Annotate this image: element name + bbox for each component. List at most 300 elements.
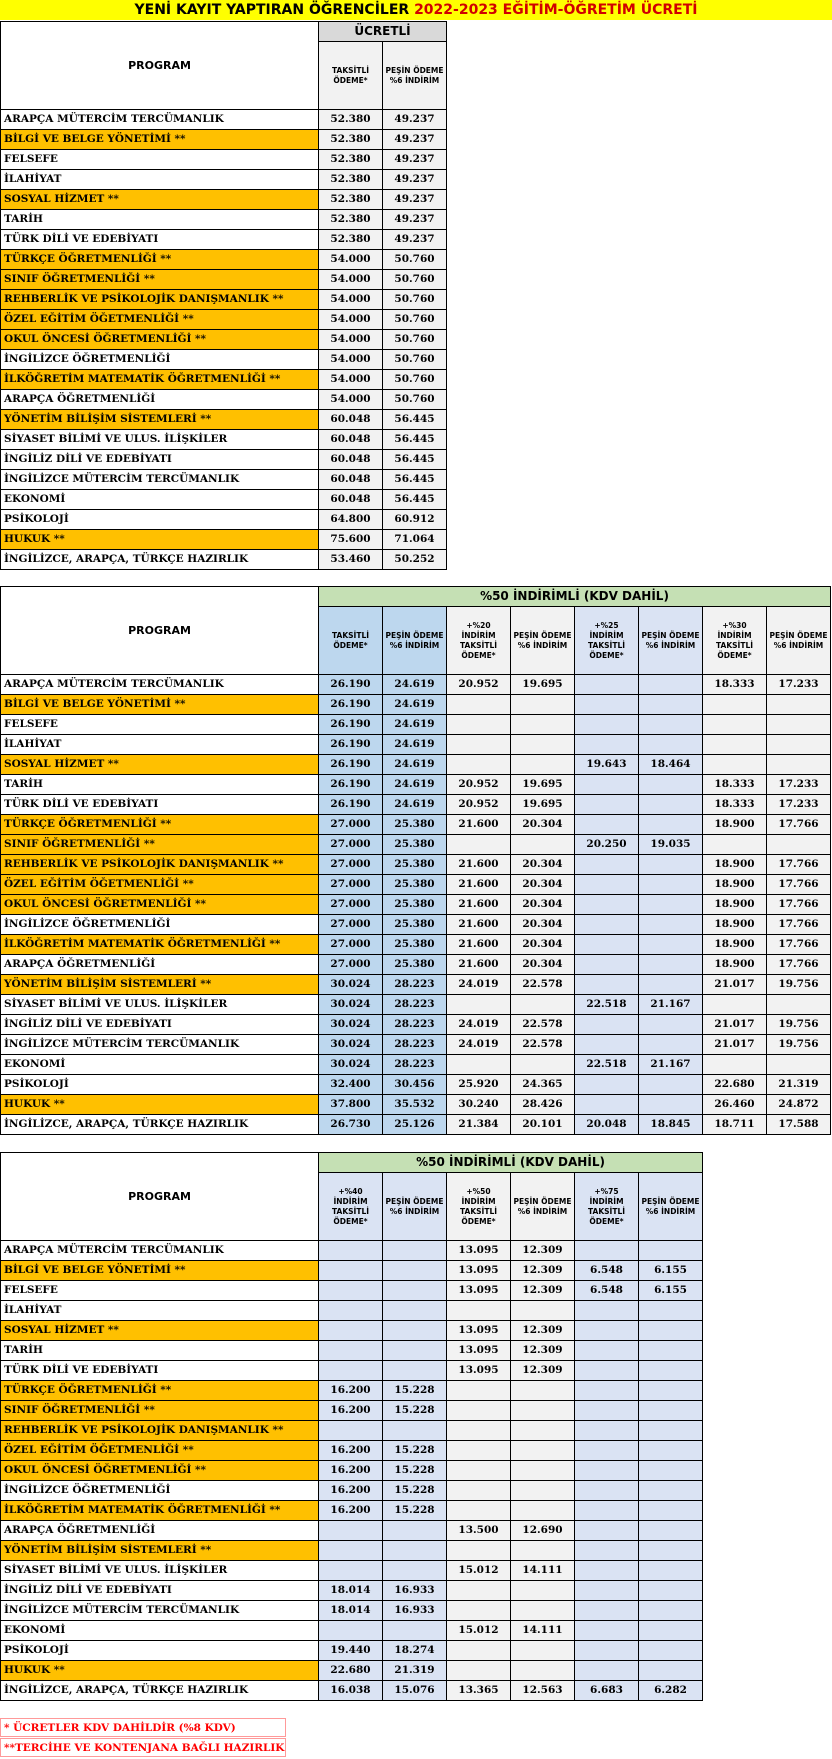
fee-cell [511, 735, 575, 755]
fee-cell [575, 1541, 639, 1561]
fee-cell: 50.760 [383, 350, 447, 370]
fee-cell: 54.000 [319, 310, 383, 330]
fee-cell [767, 695, 831, 715]
fee-cell [639, 1421, 703, 1441]
fee-cell: 24.365 [511, 1075, 575, 1095]
fee-cell: 18.900 [703, 955, 767, 975]
fee-cell [575, 1421, 639, 1441]
table-row [1, 1661, 703, 1681]
fee-cell [639, 875, 703, 895]
fee-cell [703, 1055, 767, 1075]
fee-cell: 28.223 [383, 995, 447, 1015]
fee-cell [639, 1481, 703, 1501]
fee-cell [639, 1401, 703, 1421]
fee-cell [639, 1461, 703, 1481]
fee-cell [575, 1521, 639, 1541]
fee-cell: 20.304 [511, 895, 575, 915]
indirimli-table-1 [0, 586, 831, 1135]
fee-cell: 20.304 [511, 955, 575, 975]
fee-cell: 24.619 [383, 675, 447, 695]
fee-cell [319, 1361, 383, 1381]
fee-cell [639, 1501, 703, 1521]
fee-cell: 15.076 [383, 1681, 447, 1701]
fee-cell [447, 1601, 511, 1621]
fee-cell [511, 1581, 575, 1601]
fee-cell: 17.588 [767, 1115, 831, 1135]
fee-cell [319, 1561, 383, 1581]
column-header: PEŞİN ÖDEME %6 İNDİRİM [383, 607, 447, 675]
program-name: ARAPÇA ÖĞRETMENLİĞİ [1, 1521, 319, 1541]
fee-cell: 21.600 [447, 915, 511, 935]
program-name: SOSYAL HİZMET ** [1, 1321, 319, 1341]
fee-cell [575, 1561, 639, 1581]
fee-cell: 22.680 [319, 1661, 383, 1681]
fee-cell: 19.695 [511, 775, 575, 795]
fee-cell: 54.000 [319, 270, 383, 290]
fee-cell [639, 1661, 703, 1681]
table-row [1, 1401, 703, 1421]
fee-cell: 24.619 [383, 775, 447, 795]
fee-cell [575, 695, 639, 715]
fee-cell [447, 735, 511, 755]
table-row [1, 510, 447, 530]
fee-cell: 18.900 [703, 935, 767, 955]
table-row [1, 1541, 703, 1561]
fee-cell [511, 755, 575, 775]
program-name: SİYASET BİLİMİ VE ULUS. İLİŞKİLER [1, 995, 319, 1015]
fee-cell: 26.190 [319, 735, 383, 755]
group-header: ÜCRETLİ [319, 22, 447, 42]
fee-cell [575, 1481, 639, 1501]
program-name: İNGİLİZCE MÜTERCİM TERCÜMANLIK [1, 1601, 319, 1621]
fee-cell [575, 1401, 639, 1421]
fee-cell [447, 755, 511, 775]
fee-cell [383, 1421, 447, 1441]
fee-cell: 28.223 [383, 1035, 447, 1055]
fee-cell: 20.048 [575, 1115, 639, 1135]
group-header: %50 İNDİRİMLİ (KDV DAHİL) [319, 587, 831, 607]
fee-cell: 13.095 [447, 1321, 511, 1341]
fee-cell [383, 1281, 447, 1301]
program-name: ARAPÇA ÖĞRETMENLİĞİ [1, 390, 319, 410]
fee-cell: 17.233 [767, 775, 831, 795]
fee-cell: 24.019 [447, 1015, 511, 1035]
fee-cell [447, 1441, 511, 1461]
table-row [1, 1521, 703, 1541]
table-row [1, 390, 447, 410]
fee-cell [639, 895, 703, 915]
fee-cell: 26.190 [319, 675, 383, 695]
fee-cell: 15.228 [383, 1401, 447, 1421]
fee-cell [319, 1261, 383, 1281]
fee-cell: 24.619 [383, 755, 447, 775]
fee-cell [383, 1261, 447, 1281]
fee-cell: 30.456 [383, 1075, 447, 1095]
program-name: FELSEFE [1, 1281, 319, 1301]
fee-cell: 6.683 [575, 1681, 639, 1701]
fee-cell: 18.274 [383, 1641, 447, 1661]
fee-cell: 27.000 [319, 815, 383, 835]
program-name: TÜRKÇE ÖĞRETMENLİĞİ ** [1, 250, 319, 270]
fee-cell: 18.900 [703, 895, 767, 915]
fee-cell [767, 995, 831, 1015]
fee-cell: 25.126 [383, 1115, 447, 1135]
table-row [1, 470, 447, 490]
fee-cell [575, 1015, 639, 1035]
fee-cell: 60.048 [319, 490, 383, 510]
fee-cell: 24.019 [447, 975, 511, 995]
program-name: İNGİLİZ DİLİ VE EDEBİYATI [1, 1581, 319, 1601]
fee-cell: 15.012 [447, 1561, 511, 1581]
table-row [1, 410, 447, 430]
fee-cell [511, 1481, 575, 1501]
column-header: +%40 İNDİRİM TAKSİTLİ ÖDEME* [319, 1173, 383, 1241]
fee-cell: 12.309 [511, 1281, 575, 1301]
fee-cell: 13.095 [447, 1361, 511, 1381]
fee-cell: 20.952 [447, 675, 511, 695]
fee-cell [575, 1341, 639, 1361]
program-name: ARAPÇA MÜTERCİM TERCÜMANLIK [1, 1241, 319, 1261]
fee-cell [447, 995, 511, 1015]
fee-cell: 75.600 [319, 530, 383, 550]
fee-cell [767, 755, 831, 775]
table-row [1, 1095, 831, 1115]
table-row [1, 1381, 703, 1401]
table-row [1, 1461, 703, 1481]
fee-cell: 26.730 [319, 1115, 383, 1135]
fee-cell [575, 1621, 639, 1641]
fee-cell: 24.619 [383, 735, 447, 755]
fee-cell [575, 955, 639, 975]
note-hazirlik: **TERCİHE VE KONTENJANA BAĞLI HAZIRLIK [0, 1738, 286, 1757]
table-row [1, 775, 831, 795]
fee-cell [447, 1581, 511, 1601]
fee-cell: 16.200 [319, 1461, 383, 1481]
fee-cell [447, 1541, 511, 1561]
program-name: İLAHİYAT [1, 735, 319, 755]
fee-cell: 16.933 [383, 1581, 447, 1601]
fee-cell [575, 1441, 639, 1461]
fee-cell [511, 1461, 575, 1481]
fee-cell: 25.380 [383, 815, 447, 835]
fee-cell [639, 695, 703, 715]
table-row [1, 1421, 703, 1441]
fee-cell: 16.933 [383, 1601, 447, 1621]
program-name: EKONOMİ [1, 1055, 319, 1075]
program-name: İLKÖĞRETİM MATEMATİK ÖĞRETMENLİĞİ ** [1, 1501, 319, 1521]
fee-cell: 49.237 [383, 110, 447, 130]
fee-cell [447, 1461, 511, 1481]
fee-cell: 21.600 [447, 955, 511, 975]
column-header: +%20 İNDİRİM TAKSİTLİ ÖDEME* [447, 607, 511, 675]
table-row [1, 815, 831, 835]
fee-cell [383, 1561, 447, 1581]
program-name: SINIF ÖĞRETMENLİĞİ ** [1, 270, 319, 290]
table-row [1, 835, 831, 855]
fee-cell [447, 1381, 511, 1401]
fee-cell: 15.228 [383, 1501, 447, 1521]
fee-cell [639, 795, 703, 815]
program-name: İNGİLİZCE, ARAPÇA, TÜRKÇE HAZIRLIK [1, 1115, 319, 1135]
fee-cell: 13.365 [447, 1681, 511, 1701]
fee-cell: 71.064 [383, 530, 447, 550]
program-name: İLAHİYAT [1, 1301, 319, 1321]
fee-cell: 14.111 [511, 1561, 575, 1581]
fee-cell: 18.900 [703, 855, 767, 875]
fee-cell: 25.380 [383, 835, 447, 855]
program-name: İLAHİYAT [1, 170, 319, 190]
table-row [1, 715, 831, 735]
fee-cell: 25.380 [383, 895, 447, 915]
program-name: ÖZEL EĞİTİM ÖĞETMENLİĞİ ** [1, 875, 319, 895]
table-row [1, 1015, 831, 1035]
column-header: PEŞİN ÖDEME %6 İNDİRİM [511, 1173, 575, 1241]
fee-cell: 18.900 [703, 875, 767, 895]
fee-cell: 6.282 [639, 1681, 703, 1701]
fee-cell: 25.380 [383, 915, 447, 935]
program-name: TÜRKÇE ÖĞRETMENLİĞİ ** [1, 815, 319, 835]
fee-cell: 26.460 [703, 1095, 767, 1115]
fee-cell: 19.695 [511, 795, 575, 815]
title-prefix: YENİ KAYIT YAPTIRAN ÖĞRENCİLER [134, 2, 415, 18]
fee-cell [639, 915, 703, 935]
program-name: ÖZEL EĞİTİM ÖĞETMENLİĞİ ** [1, 310, 319, 330]
fee-cell: 56.445 [383, 430, 447, 450]
fee-cell [575, 775, 639, 795]
fee-cell: 50.760 [383, 290, 447, 310]
fee-cell [575, 875, 639, 895]
program-name: PSİKOLOJİ [1, 1641, 319, 1661]
fee-cell: 18.333 [703, 795, 767, 815]
fee-cell: 12.309 [511, 1341, 575, 1361]
fee-cell: 21.384 [447, 1115, 511, 1135]
table-row [1, 1361, 703, 1381]
fee-cell [511, 695, 575, 715]
column-header: PEŞİN ÖDEME %6 İNDİRİM [383, 1173, 447, 1241]
fee-cell: 16.200 [319, 1481, 383, 1501]
fee-cell [575, 1601, 639, 1621]
fee-cell [575, 1461, 639, 1481]
fee-cell: 18.845 [639, 1115, 703, 1135]
fee-cell [639, 855, 703, 875]
program-name: YÖNETİM BİLİŞİM SİSTEMLERİ ** [1, 1541, 319, 1561]
table-row [1, 915, 831, 935]
program-name: EKONOMİ [1, 490, 319, 510]
program-name: OKUL ÖNCESİ ÖĞRETMENLİĞİ ** [1, 895, 319, 915]
fee-cell: 28.223 [383, 975, 447, 995]
table-row [1, 190, 447, 210]
fee-cell [767, 1055, 831, 1075]
program-name: İNGİLİZ DİLİ VE EDEBİYATI [1, 1015, 319, 1035]
fee-cell: 25.920 [447, 1075, 511, 1095]
table-row [1, 1601, 703, 1621]
fee-cell: 25.380 [383, 855, 447, 875]
fee-cell: 21.017 [703, 1015, 767, 1035]
fee-cell: 56.445 [383, 470, 447, 490]
program-name: ÖZEL EĞİTİM ÖĞETMENLİĞİ ** [1, 1441, 319, 1461]
fee-cell [575, 815, 639, 835]
fee-cell: 16.200 [319, 1501, 383, 1521]
fee-cell: 6.548 [575, 1281, 639, 1301]
fee-cell: 17.766 [767, 815, 831, 835]
program-name: SINIF ÖĞRETMENLİĞİ ** [1, 835, 319, 855]
fee-cell [319, 1321, 383, 1341]
program-name: TÜRK DİLİ VE EDEBİYATI [1, 1361, 319, 1381]
fee-cell: 30.024 [319, 1015, 383, 1035]
fee-cell [319, 1541, 383, 1561]
program-name: TÜRK DİLİ VE EDEBİYATI [1, 230, 319, 250]
program-name: SİYASET BİLİMİ VE ULUS. İLİŞKİLER [1, 430, 319, 450]
fee-cell [767, 835, 831, 855]
fee-cell: 17.766 [767, 955, 831, 975]
table-row [1, 1481, 703, 1501]
fee-cell: 18.711 [703, 1115, 767, 1135]
fee-cell [575, 1501, 639, 1521]
fee-cell [703, 715, 767, 735]
program-name: İNGİLİZCE MÜTERCİM TERCÜMANLIK [1, 470, 319, 490]
program-name: BİLGİ VE BELGE YÖNETİMİ ** [1, 130, 319, 150]
fee-cell: 18.014 [319, 1601, 383, 1621]
fee-cell: 60.048 [319, 470, 383, 490]
program-header: PROGRAM [1, 587, 319, 675]
program-name: İNGİLİZCE ÖĞRETMENLİĞİ [1, 915, 319, 935]
fee-cell [575, 1035, 639, 1055]
fee-cell: 17.766 [767, 935, 831, 955]
program-name: SOSYAL HİZMET ** [1, 190, 319, 210]
table-row [1, 995, 831, 1015]
fee-cell [639, 1241, 703, 1261]
fee-cell: 21.600 [447, 875, 511, 895]
fee-cell: 22.578 [511, 975, 575, 995]
fee-cell [639, 1441, 703, 1461]
program-name: FELSEFE [1, 150, 319, 170]
fee-cell [575, 1301, 639, 1321]
fee-cell: 18.333 [703, 675, 767, 695]
note-kdv: * ÜCRETLER KDV DAHİLDİR (%8 KDV) [0, 1718, 286, 1737]
fee-cell: 30.240 [447, 1095, 511, 1115]
fee-cell [639, 1621, 703, 1641]
fee-cell: 30.024 [319, 995, 383, 1015]
fee-cell [383, 1621, 447, 1641]
program-name: REHBERLİK VE PSİKOLOJİK DANIŞMANLIK ** [1, 855, 319, 875]
table-row [1, 795, 831, 815]
fee-cell: 20.952 [447, 775, 511, 795]
fee-cell: 26.190 [319, 755, 383, 775]
fee-cell: 13.095 [447, 1281, 511, 1301]
fee-cell [447, 1421, 511, 1441]
fee-cell: 13.095 [447, 1341, 511, 1361]
fee-cell: 13.095 [447, 1241, 511, 1261]
fee-cell [639, 955, 703, 975]
fee-cell: 20.304 [511, 915, 575, 935]
table-row [1, 1075, 831, 1095]
fee-cell: 17.766 [767, 875, 831, 895]
fee-cell: 15.228 [383, 1481, 447, 1501]
fee-cell [639, 1341, 703, 1361]
program-name: TARİH [1, 210, 319, 230]
fee-cell [575, 935, 639, 955]
table-row [1, 955, 831, 975]
fee-cell [639, 1581, 703, 1601]
table-row [1, 110, 447, 130]
fee-cell [447, 715, 511, 735]
fee-cell: 12.309 [511, 1321, 575, 1341]
fee-cell: 21.319 [383, 1661, 447, 1681]
fee-cell: 19.035 [639, 835, 703, 855]
fee-cell [703, 835, 767, 855]
page-title [0, 0, 832, 20]
fee-cell: 21.600 [447, 815, 511, 835]
program-name: İNGİLİZ DİLİ VE EDEBİYATI [1, 450, 319, 470]
fee-cell: 53.460 [319, 550, 383, 570]
table-row [1, 310, 447, 330]
fee-cell [703, 755, 767, 775]
fee-cell: 13.095 [447, 1261, 511, 1281]
column-header: TAKSİTLİ ÖDEME* [319, 607, 383, 675]
program-name: REHBERLİK VE PSİKOLOJİK DANIŞMANLIK ** [1, 290, 319, 310]
fee-cell: 49.237 [383, 210, 447, 230]
table-row [1, 530, 447, 550]
fee-cell [319, 1301, 383, 1321]
table-row [1, 1281, 703, 1301]
fee-cell: 15.012 [447, 1621, 511, 1641]
fee-cell [639, 1321, 703, 1341]
group-header: %50 İNDİRİMLİ (KDV DAHİL) [319, 1153, 703, 1173]
fee-cell [383, 1521, 447, 1541]
program-name: ARAPÇA ÖĞRETMENLİĞİ [1, 955, 319, 975]
fee-cell [511, 1661, 575, 1681]
program-header: PROGRAM [1, 22, 319, 110]
fee-cell: 30.024 [319, 1035, 383, 1055]
fee-cell: 18.464 [639, 755, 703, 775]
column-header: PEŞİN ÖDEME %6 İNDİRİM [639, 607, 703, 675]
fee-cell: 27.000 [319, 855, 383, 875]
table-row [1, 210, 447, 230]
program-name: İNGİLİZCE, ARAPÇA, TÜRKÇE HAZIRLIK [1, 550, 319, 570]
table-row [1, 975, 831, 995]
fee-cell [575, 1241, 639, 1261]
fee-cell [575, 895, 639, 915]
fee-cell: 37.800 [319, 1095, 383, 1115]
fee-cell: 60.048 [319, 450, 383, 470]
fee-cell: 35.532 [383, 1095, 447, 1115]
fee-cell: 27.000 [319, 875, 383, 895]
program-name: İNGİLİZCE ÖĞRETMENLİĞİ [1, 1481, 319, 1501]
fee-cell: 20.952 [447, 795, 511, 815]
fee-cell [575, 1095, 639, 1115]
fee-cell [447, 1055, 511, 1075]
fee-cell: 21.017 [703, 975, 767, 995]
fee-cell: 17.766 [767, 915, 831, 935]
fee-cell: 20.304 [511, 875, 575, 895]
fee-cell [511, 1441, 575, 1461]
fee-cell [575, 1661, 639, 1681]
table-row [1, 1321, 703, 1341]
table-row [1, 450, 447, 470]
column-header: PEŞİN ÖDEME %6 İNDİRİM [639, 1173, 703, 1241]
fee-cell: 25.380 [383, 935, 447, 955]
program-name: SOSYAL HİZMET ** [1, 755, 319, 775]
fee-cell [511, 1641, 575, 1661]
table-row [1, 170, 447, 190]
fee-cell [575, 795, 639, 815]
fee-cell [639, 1075, 703, 1095]
fee-cell [575, 675, 639, 695]
fee-cell: 17.766 [767, 855, 831, 875]
fee-cell: 26.190 [319, 695, 383, 715]
fee-cell: 30.024 [319, 975, 383, 995]
table-row [1, 1581, 703, 1601]
